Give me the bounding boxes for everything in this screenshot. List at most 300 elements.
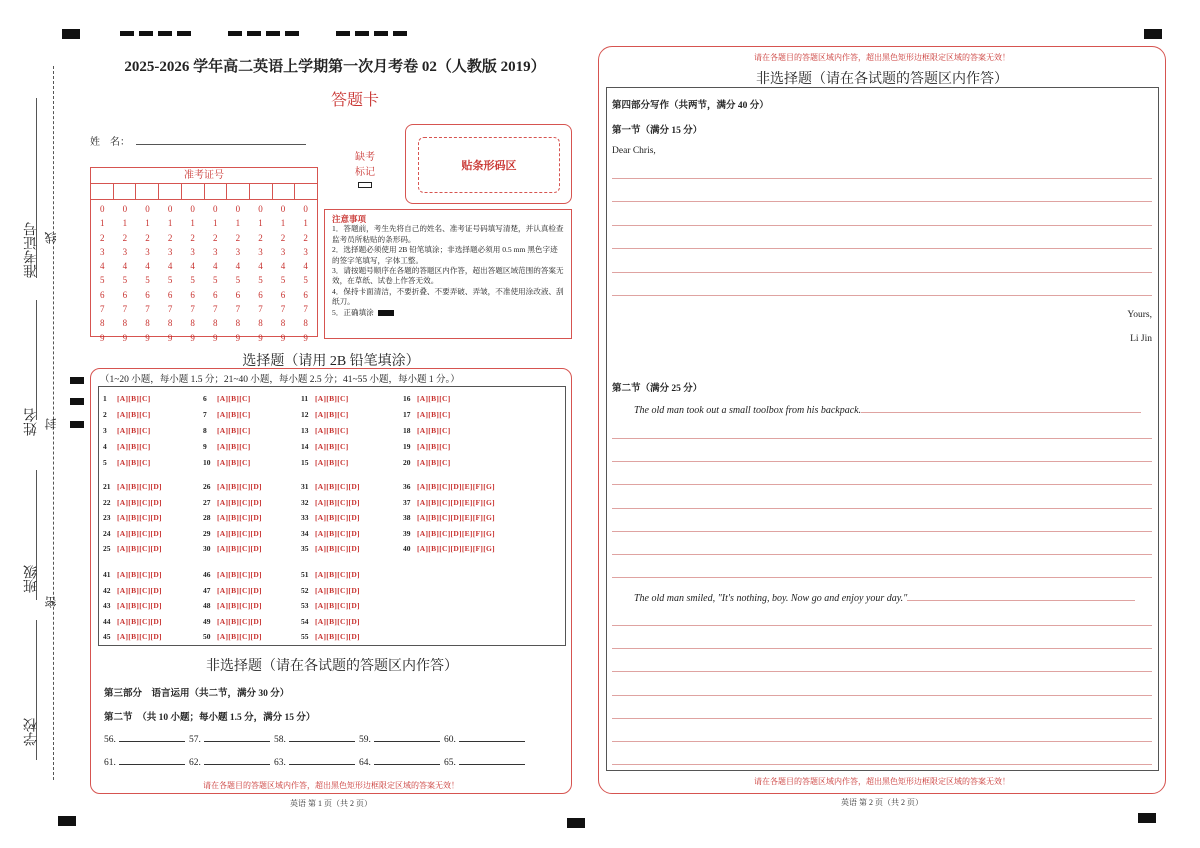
exam-id-digit-bubble[interactable]: 0 — [122, 204, 128, 214]
exam-id-digit-bubble[interactable]: 8 — [145, 318, 150, 329]
writing-line[interactable] — [612, 718, 1152, 719]
choice-question[interactable] — [103, 498, 162, 507]
question-number: 7 — [203, 410, 207, 419]
exam-id-digit-bubble[interactable]: 8 — [167, 318, 173, 329]
question-number: 29 — [203, 528, 211, 538]
exam-id-digit-bubble[interactable]: 6 — [213, 289, 218, 300]
choice-question[interactable] — [203, 426, 251, 435]
writing-line[interactable] — [612, 295, 1152, 296]
choice-question[interactable] — [301, 498, 360, 507]
answer-options[interactable]: [A][B][C][D] — [117, 544, 162, 553]
fill-blank-item[interactable] — [274, 756, 355, 768]
exam-id-digit-bubble[interactable]: 8 — [280, 318, 286, 329]
exam-id-digit-bubble[interactable]: 0 — [100, 204, 105, 214]
exam-title: 2025-2026 学年高二英语上学期第一次月考卷 02（人教版 2019） — [124, 59, 546, 75]
blank-line[interactable] — [459, 733, 525, 742]
exam-id-digit-bubble[interactable]: 2 — [100, 232, 105, 243]
answer-options[interactable]: [A][B][C] — [217, 394, 251, 403]
answer-sheet-label: 答题卡 — [330, 92, 379, 109]
blank-line[interactable] — [119, 756, 185, 765]
choice-question[interactable] — [103, 601, 162, 610]
question-number: 55 — [301, 632, 309, 641]
fill-blank-item[interactable] — [104, 733, 185, 745]
choice-question[interactable] — [103, 570, 162, 579]
part4-section2-heading: 第二节（满分 25 分） — [612, 384, 703, 394]
part4-section1-heading: 第一节（满分 15 分） — [612, 126, 703, 136]
writing-line[interactable] — [612, 272, 1152, 273]
writing-line[interactable] — [612, 508, 1152, 509]
blank-number: 57. — [189, 735, 201, 745]
exam-id-digit-bubble[interactable]: 0 — [145, 204, 150, 214]
part3-heading: 第三部分 语言运用（共二节，满分 30 分） — [104, 689, 290, 699]
choice-question[interactable] — [301, 586, 360, 595]
exam-id-digit-column[interactable] — [181, 202, 204, 345]
exam-id-digit-bubble[interactable]: 4 — [100, 261, 105, 272]
question-number: 54 — [301, 616, 309, 626]
choice-question[interactable] — [403, 442, 451, 451]
exam-id-digit-bubble[interactable]: 4 — [167, 261, 173, 272]
fill-blank-item[interactable] — [104, 756, 185, 768]
answer-options[interactable]: [A][B][C][D][E][F][G] — [417, 497, 495, 507]
absent-checkbox[interactable] — [358, 182, 372, 188]
answer-options[interactable]: [A][B][C] — [315, 426, 349, 435]
exam-id-digit-bubble[interactable]: 7 — [303, 304, 308, 315]
blank-line[interactable] — [459, 756, 525, 765]
exam-id-digit-bubble[interactable]: 4 — [145, 261, 150, 272]
exam-id-digit-bubble[interactable]: 7 — [145, 304, 150, 315]
choice-question[interactable] — [203, 586, 262, 595]
prompt1-continue-line[interactable] — [861, 404, 1141, 413]
exam-id-digit-bubble[interactable]: 3 — [167, 246, 173, 257]
instructions-title: 注意事项 — [332, 214, 367, 224]
exam-id-digit-bubble[interactable]: 3 — [190, 246, 195, 257]
exam-id-digit-bubble[interactable]: 5 — [190, 275, 195, 286]
exam-id-digit-column[interactable] — [114, 202, 137, 345]
choice-question[interactable] — [403, 410, 451, 419]
choice-question[interactable] — [203, 632, 262, 641]
exam-id-digit-bubble[interactable]: 2 — [280, 232, 286, 243]
question-number: 38 — [403, 513, 411, 522]
exam-id-digit-bubble[interactable]: 6 — [100, 289, 105, 300]
answer-options[interactable]: [A][B][C][D] — [315, 497, 360, 507]
exam-id-digit-bubble[interactable]: 2 — [235, 232, 241, 243]
answer-options[interactable]: [A][B][C][D][E][F][G] — [417, 528, 495, 538]
exam-id-digit-bubble[interactable]: 0 — [303, 204, 308, 214]
exam-id-digit-bubble[interactable]: 9 — [303, 332, 308, 343]
choice-question[interactable] — [103, 426, 151, 435]
choice-question[interactable] — [301, 426, 349, 435]
exam-id-digit-column[interactable] — [249, 202, 272, 345]
answer-options[interactable]: [A][B][C][D] — [217, 528, 262, 538]
question-number: 40 — [403, 544, 411, 553]
side-class-label: 班级 — [24, 565, 39, 593]
answer-options[interactable]: [A][B][C] — [117, 458, 151, 467]
exam-id-digit-bubble[interactable]: 6 — [167, 289, 173, 300]
exam-id-digit-bubble[interactable]: 4 — [235, 261, 241, 272]
answer-options[interactable]: [A][B][C] — [417, 442, 451, 451]
exam-id-digit-column[interactable] — [91, 202, 114, 345]
exam-id-digit-bubble[interactable]: 8 — [213, 318, 218, 329]
exam-id-digit-bubble[interactable]: 5 — [280, 275, 286, 286]
exam-id-digit-bubble[interactable]: 7 — [213, 304, 218, 315]
exam-id-digit-bubble[interactable]: 6 — [145, 289, 150, 300]
exam-id-digit-bubble[interactable]: 3 — [303, 246, 308, 257]
choice-question[interactable] — [301, 601, 360, 610]
exam-id-digit-bubble[interactable]: 0 — [235, 204, 241, 214]
fill-blank-item[interactable] — [189, 756, 270, 768]
blank-line[interactable] — [289, 756, 355, 765]
exam-id-digit-bubble[interactable]: 8 — [190, 318, 195, 329]
question-number: 34 — [301, 528, 309, 538]
exam-id-digit-bubble[interactable]: 2 — [258, 232, 263, 243]
exam-id-digit-bubble[interactable]: 5 — [213, 275, 218, 286]
exam-id-digit-bubble[interactable]: 1 — [303, 218, 308, 229]
answer-options[interactable]: [A][B][C][D] — [315, 544, 360, 553]
exam-id-digit-bubble[interactable]: 6 — [258, 289, 263, 300]
exam-id-digit-bubble[interactable]: 2 — [122, 232, 128, 243]
question-number: 43 — [103, 601, 111, 610]
fill-blank-item[interactable] — [189, 733, 270, 745]
exam-id-digit-bubble[interactable]: 0 — [190, 204, 195, 214]
writing-line[interactable] — [612, 531, 1152, 532]
answer-options[interactable]: [A][B][C][D] — [117, 482, 162, 491]
answer-options[interactable]: [A][B][C] — [117, 442, 151, 451]
question-number: 12 — [301, 410, 309, 419]
writing-line[interactable] — [612, 648, 1152, 649]
barcode-area — [405, 124, 572, 204]
exam-id-digit-bubble[interactable]: 1 — [213, 218, 218, 229]
exam-id-digit-bubble[interactable]: 8 — [122, 318, 128, 329]
exam-id-digit-bubble[interactable]: 1 — [100, 218, 105, 229]
exam-id-digit-bubble[interactable]: 7 — [258, 304, 263, 315]
blank-line[interactable] — [204, 733, 270, 742]
instruction-item: 1．答题前，考生先将自己的姓名、准考证号码填写清楚，并认真检查监考员所粘贴的条形码。 — [332, 224, 564, 244]
exam-id-digit-bubble[interactable]: 3 — [280, 246, 286, 257]
fill-blank-item[interactable] — [444, 756, 525, 768]
writing-line[interactable] — [612, 178, 1152, 179]
blank-line[interactable] — [289, 733, 355, 742]
choice-question[interactable] — [203, 544, 262, 553]
writing-line[interactable] — [612, 225, 1152, 226]
answer-options[interactable]: [A][B][C][D] — [315, 513, 360, 522]
choice-question[interactable] — [203, 410, 251, 419]
exam-id-digit-bubble[interactable]: 7 — [235, 304, 241, 315]
answer-options[interactable]: [A][B][C][D] — [315, 570, 360, 579]
exam-id-digit-bubble[interactable]: 6 — [303, 289, 308, 300]
answer-options[interactable]: [A][B][C][D][E][F][G] — [417, 544, 495, 553]
question-number: 17 — [403, 410, 411, 419]
choice-question[interactable] — [203, 529, 262, 538]
answer-options[interactable]: [A][B][C] — [217, 426, 251, 435]
exam-id-digit-bubble[interactable]: 1 — [235, 218, 241, 229]
exam-id-digit-column[interactable] — [204, 202, 227, 345]
exam-id-digit-bubble[interactable]: 6 — [235, 289, 241, 300]
exam-id-digit-bubble[interactable]: 9 — [258, 332, 263, 343]
fill-blank-item[interactable] — [359, 756, 440, 768]
choice-question[interactable] — [301, 394, 349, 403]
answer-options[interactable]: [A][B][C] — [417, 410, 451, 419]
exam-id-write-cells[interactable] — [91, 184, 317, 200]
answer-options[interactable]: [A][B][C][D][E][F][G] — [417, 482, 495, 491]
question-number: 6 — [203, 394, 207, 403]
answer-options[interactable]: [A][B][C][D] — [217, 544, 262, 553]
answer-options[interactable]: [A][B][C][D] — [117, 513, 162, 522]
exam-id-digit-bubble[interactable]: 4 — [213, 261, 218, 272]
exam-id-digit-bubble[interactable]: 5 — [145, 275, 150, 286]
answer-options[interactable]: [A][B][C][D] — [117, 497, 162, 507]
choice-question[interactable] — [103, 458, 151, 467]
writing-line[interactable] — [612, 248, 1152, 249]
answer-options[interactable]: [A][B][C][D] — [217, 585, 262, 595]
exam-id-digit-bubble[interactable]: 1 — [145, 218, 150, 229]
exam-id-digit-bubble[interactable]: 2 — [303, 232, 308, 243]
exam-id-digit-bubble[interactable]: 4 — [258, 261, 263, 272]
choice-question[interactable] — [203, 570, 262, 579]
answer-options[interactable]: [A][B][C][D] — [315, 601, 360, 610]
answer-options[interactable]: [A][B][C][D] — [117, 616, 162, 626]
writing-line[interactable] — [612, 201, 1152, 202]
question-number: 9 — [203, 442, 207, 451]
choice-question[interactable] — [403, 513, 495, 522]
answer-options[interactable]: [A][B][C] — [217, 410, 251, 419]
writing-line[interactable] — [612, 461, 1152, 462]
exam-id-digit-bubble[interactable]: 2 — [190, 232, 195, 243]
exam-id-digit-bubble[interactable]: 4 — [280, 261, 286, 272]
choice-question[interactable] — [103, 410, 151, 419]
exam-id-digit-column[interactable] — [294, 202, 317, 345]
exam-id-digit-bubble[interactable]: 7 — [122, 304, 128, 315]
answer-options[interactable]: [A][B][C][D] — [217, 513, 262, 522]
fill-blank-item[interactable] — [359, 733, 440, 745]
exam-id-digit-bubble[interactable]: 3 — [122, 246, 128, 257]
choice-question[interactable] — [403, 482, 495, 491]
answer-options[interactable]: [A][B][C][D] — [217, 497, 262, 507]
blank-number: 62. — [189, 758, 201, 768]
answer-options[interactable]: [A][B][C] — [417, 394, 451, 403]
exam-id-digit-bubble[interactable]: 0 — [258, 204, 263, 214]
exam-id-digit-bubble[interactable]: 9 — [280, 332, 286, 343]
answer-options[interactable]: [A][B][C] — [217, 458, 251, 467]
exam-id-digit-bubble[interactable]: 3 — [145, 246, 150, 257]
exam-id-digit-bubble[interactable]: 9 — [190, 332, 195, 343]
choice-question[interactable] — [203, 482, 262, 491]
choice-question[interactable] — [103, 617, 162, 626]
exam-id-digit-bubble[interactable]: 7 — [100, 304, 105, 315]
exam-id-digit-bubble[interactable]: 1 — [167, 218, 173, 229]
exam-id-digit-bubble[interactable]: 1 — [280, 218, 286, 229]
exam-id-digit-bubble[interactable]: 5 — [167, 275, 173, 286]
exam-id-digit-bubble[interactable]: 2 — [213, 232, 218, 243]
choice-question[interactable] — [403, 426, 451, 435]
choice-question[interactable] — [301, 529, 360, 538]
choice-question[interactable] — [203, 513, 262, 522]
part3-section2-heading: 第二节 （共 10 小题；每小题 1.5 分，满分 15 分） — [104, 713, 316, 723]
choice-question[interactable] — [203, 617, 262, 626]
choice-question[interactable] — [103, 394, 151, 403]
exam-id-digit-bubble[interactable]: 4 — [122, 261, 128, 272]
choice-question[interactable] — [403, 458, 451, 467]
exam-id-digit-bubble[interactable]: 6 — [190, 289, 195, 300]
exam-id-digit-bubble[interactable]: 9 — [167, 332, 173, 343]
choice-question[interactable] — [103, 513, 162, 522]
answer-options[interactable]: [A][B][C] — [217, 442, 251, 451]
answer-options[interactable]: [A][B][C][D] — [217, 632, 262, 641]
choice-question[interactable] — [203, 458, 251, 467]
answer-options[interactable]: [A][B][C][D] — [117, 632, 162, 641]
answer-options[interactable]: [A][B][C][D] — [315, 616, 360, 626]
choice-question[interactable] — [301, 570, 360, 579]
answer-options[interactable]: [A][B][C] — [315, 394, 349, 403]
choice-question[interactable] — [203, 394, 251, 403]
exam-id-digit-bubble[interactable]: 9 — [122, 332, 128, 343]
answer-options[interactable]: [A][B][C] — [117, 426, 151, 435]
answer-options[interactable]: [A][B][C] — [417, 426, 451, 435]
exam-id-digit-bubble[interactable]: 0 — [280, 204, 286, 214]
exam-id-digit-column[interactable] — [136, 202, 159, 345]
answer-options[interactable]: [A][B][C][D][E][F][G] — [417, 513, 495, 522]
exam-id-bubbles[interactable] — [91, 200, 317, 345]
letter-signature: Li Jin — [1130, 334, 1152, 344]
fill-blank-item[interactable] — [444, 733, 525, 745]
prompt2-continue-line[interactable] — [907, 592, 1135, 601]
choice-question[interactable] — [403, 498, 495, 507]
question-number: 30 — [203, 544, 211, 553]
answer-options[interactable]: [A][B][C][D] — [217, 601, 262, 610]
choice-question[interactable] — [103, 482, 162, 491]
exam-id-digit-bubble[interactable]: 6 — [280, 289, 286, 300]
exam-id-digit-bubble[interactable]: 3 — [213, 246, 218, 257]
answer-options[interactable]: [A][B][C] — [417, 458, 451, 467]
blank-line[interactable] — [119, 733, 185, 742]
choice-question[interactable] — [203, 442, 251, 451]
exam-id-digit-bubble[interactable]: 5 — [258, 275, 263, 286]
answer-options[interactable]: [A][B][C][D] — [217, 616, 262, 626]
choice-question[interactable] — [103, 632, 162, 641]
answer-options[interactable]: [A][B][C][D] — [217, 570, 262, 579]
blank-line[interactable] — [374, 733, 440, 742]
exam-id-digit-bubble[interactable]: 0 — [213, 204, 218, 214]
exam-id-digit-bubble[interactable]: 7 — [280, 304, 286, 315]
answer-options[interactable]: [A][B][C][D] — [117, 585, 162, 595]
answer-options[interactable]: [A][B][C][D] — [117, 570, 162, 579]
exam-id-digit-bubble[interactable]: 1 — [190, 218, 195, 229]
answer-options[interactable]: [A][B][C] — [315, 442, 349, 451]
answer-options[interactable]: [A][B][C] — [315, 410, 349, 419]
writing-line[interactable] — [612, 438, 1152, 439]
answer-options[interactable]: [A][B][C][D] — [315, 632, 360, 641]
student-name-field[interactable] — [136, 135, 306, 145]
exam-id-digit-bubble[interactable]: 9 — [213, 332, 218, 343]
exam-id-digit-bubble[interactable]: 9 — [145, 332, 150, 343]
blank-line[interactable] — [374, 756, 440, 765]
exam-id-digit-bubble[interactable]: 1 — [122, 218, 128, 229]
writing-line[interactable] — [612, 741, 1152, 742]
absent-mark[interactable] — [345, 150, 385, 188]
barcode-label: 贴条形码区 — [418, 137, 560, 193]
exam-id-digit-bubble[interactable]: 8 — [303, 318, 308, 329]
exam-id-digit-bubble[interactable]: 8 — [258, 318, 263, 329]
choice-question[interactable] — [301, 410, 349, 419]
choice-question[interactable] — [301, 513, 360, 522]
question-number: 13 — [301, 426, 309, 435]
choice-question[interactable] — [301, 442, 349, 451]
choice-question[interactable] — [103, 544, 162, 553]
exam-id-digit-bubble[interactable]: 5 — [100, 275, 105, 286]
writing-line[interactable] — [612, 484, 1152, 485]
continuation-prompt-2: The old man smiled, "It's nothing, boy. Now go and enjoy your day." — [634, 592, 1135, 604]
choice-question[interactable] — [403, 394, 451, 403]
writing-line[interactable] — [612, 695, 1152, 696]
exam-id-digit-bubble[interactable]: 5 — [235, 275, 241, 286]
writing-line[interactable] — [612, 554, 1152, 555]
instruction-item: 4．保持卡面清洁，不要折叠、不要弄破、弄皱，不准使用涂改液、刮纸刀。 — [332, 286, 564, 307]
exam-id-digit-column[interactable] — [159, 202, 182, 345]
choice-question[interactable] — [203, 601, 262, 610]
exam-id-digit-bubble[interactable]: 2 — [167, 232, 173, 243]
question-number: 33 — [301, 513, 309, 522]
exam-id-digit-bubble[interactable]: 3 — [100, 246, 105, 257]
choice-question[interactable] — [403, 529, 495, 538]
writing-line[interactable] — [612, 671, 1152, 672]
exam-id-digit-bubble[interactable]: 0 — [167, 204, 173, 214]
writing-line[interactable] — [612, 764, 1152, 765]
exam-id-digit-bubble[interactable]: 4 — [190, 261, 195, 272]
choice-question[interactable] — [301, 617, 360, 626]
exam-id-digit-bubble[interactable]: 1 — [258, 218, 263, 229]
answer-options[interactable]: [A][B][C] — [117, 410, 151, 419]
exam-id-digit-column[interactable] — [227, 202, 250, 345]
blank-line[interactable] — [204, 756, 270, 765]
exam-id-digit-bubble[interactable]: 5 — [303, 275, 308, 286]
choice-question[interactable] — [103, 529, 162, 538]
answer-options[interactable]: [A][B][C][D] — [315, 482, 360, 491]
answer-options[interactable]: [A][B][C][D] — [315, 528, 360, 538]
answer-options[interactable]: [A][B][C][D] — [315, 585, 360, 595]
answer-options[interactable]: [A][B][C] — [117, 394, 151, 403]
choice-question[interactable] — [103, 586, 162, 595]
exam-id-digit-bubble[interactable]: 3 — [258, 246, 263, 257]
choice-question[interactable] — [301, 632, 360, 641]
exam-id-digit-bubble[interactable]: 8 — [100, 318, 105, 329]
writing-line[interactable] — [612, 625, 1152, 626]
writing-line[interactable] — [612, 577, 1152, 578]
exam-id-digit-bubble[interactable]: 4 — [303, 261, 308, 272]
choice-question[interactable] — [103, 442, 151, 451]
exam-id-digit-column[interactable] — [272, 202, 295, 345]
exam-id-digit-bubble[interactable]: 6 — [122, 289, 128, 300]
exam-id-digit-bubble[interactable]: 3 — [235, 246, 241, 257]
choice-question[interactable] — [203, 498, 262, 507]
answer-options[interactable]: [A][B][C][D] — [217, 482, 262, 491]
nonchoice-title-left: 非选择题（请在各试题的答题区内作答） — [206, 659, 458, 674]
exam-id-digit-bubble[interactable]: 5 — [122, 275, 128, 286]
answer-options[interactable]: [A][B][C] — [315, 458, 349, 467]
answer-options[interactable]: [A][B][C][D] — [117, 601, 162, 610]
exam-id-digit-bubble[interactable]: 9 — [235, 332, 241, 343]
exam-id-digit-bubble[interactable]: 2 — [145, 232, 150, 243]
fill-blank-item[interactable] — [274, 733, 355, 745]
choice-question[interactable] — [301, 544, 360, 553]
exam-id-digit-bubble[interactable]: 9 — [100, 332, 105, 343]
answer-options[interactable]: [A][B][C][D] — [117, 528, 162, 538]
choice-question[interactable] — [301, 482, 360, 491]
choice-question[interactable] — [301, 458, 349, 467]
exam-id-digit-bubble[interactable]: 7 — [167, 304, 173, 315]
exam-id-digit-bubble[interactable]: 7 — [190, 304, 195, 315]
blank-number: 60. — [444, 735, 456, 745]
choice-question[interactable] — [403, 544, 495, 553]
exam-id-digit-bubble[interactable]: 8 — [235, 318, 241, 329]
